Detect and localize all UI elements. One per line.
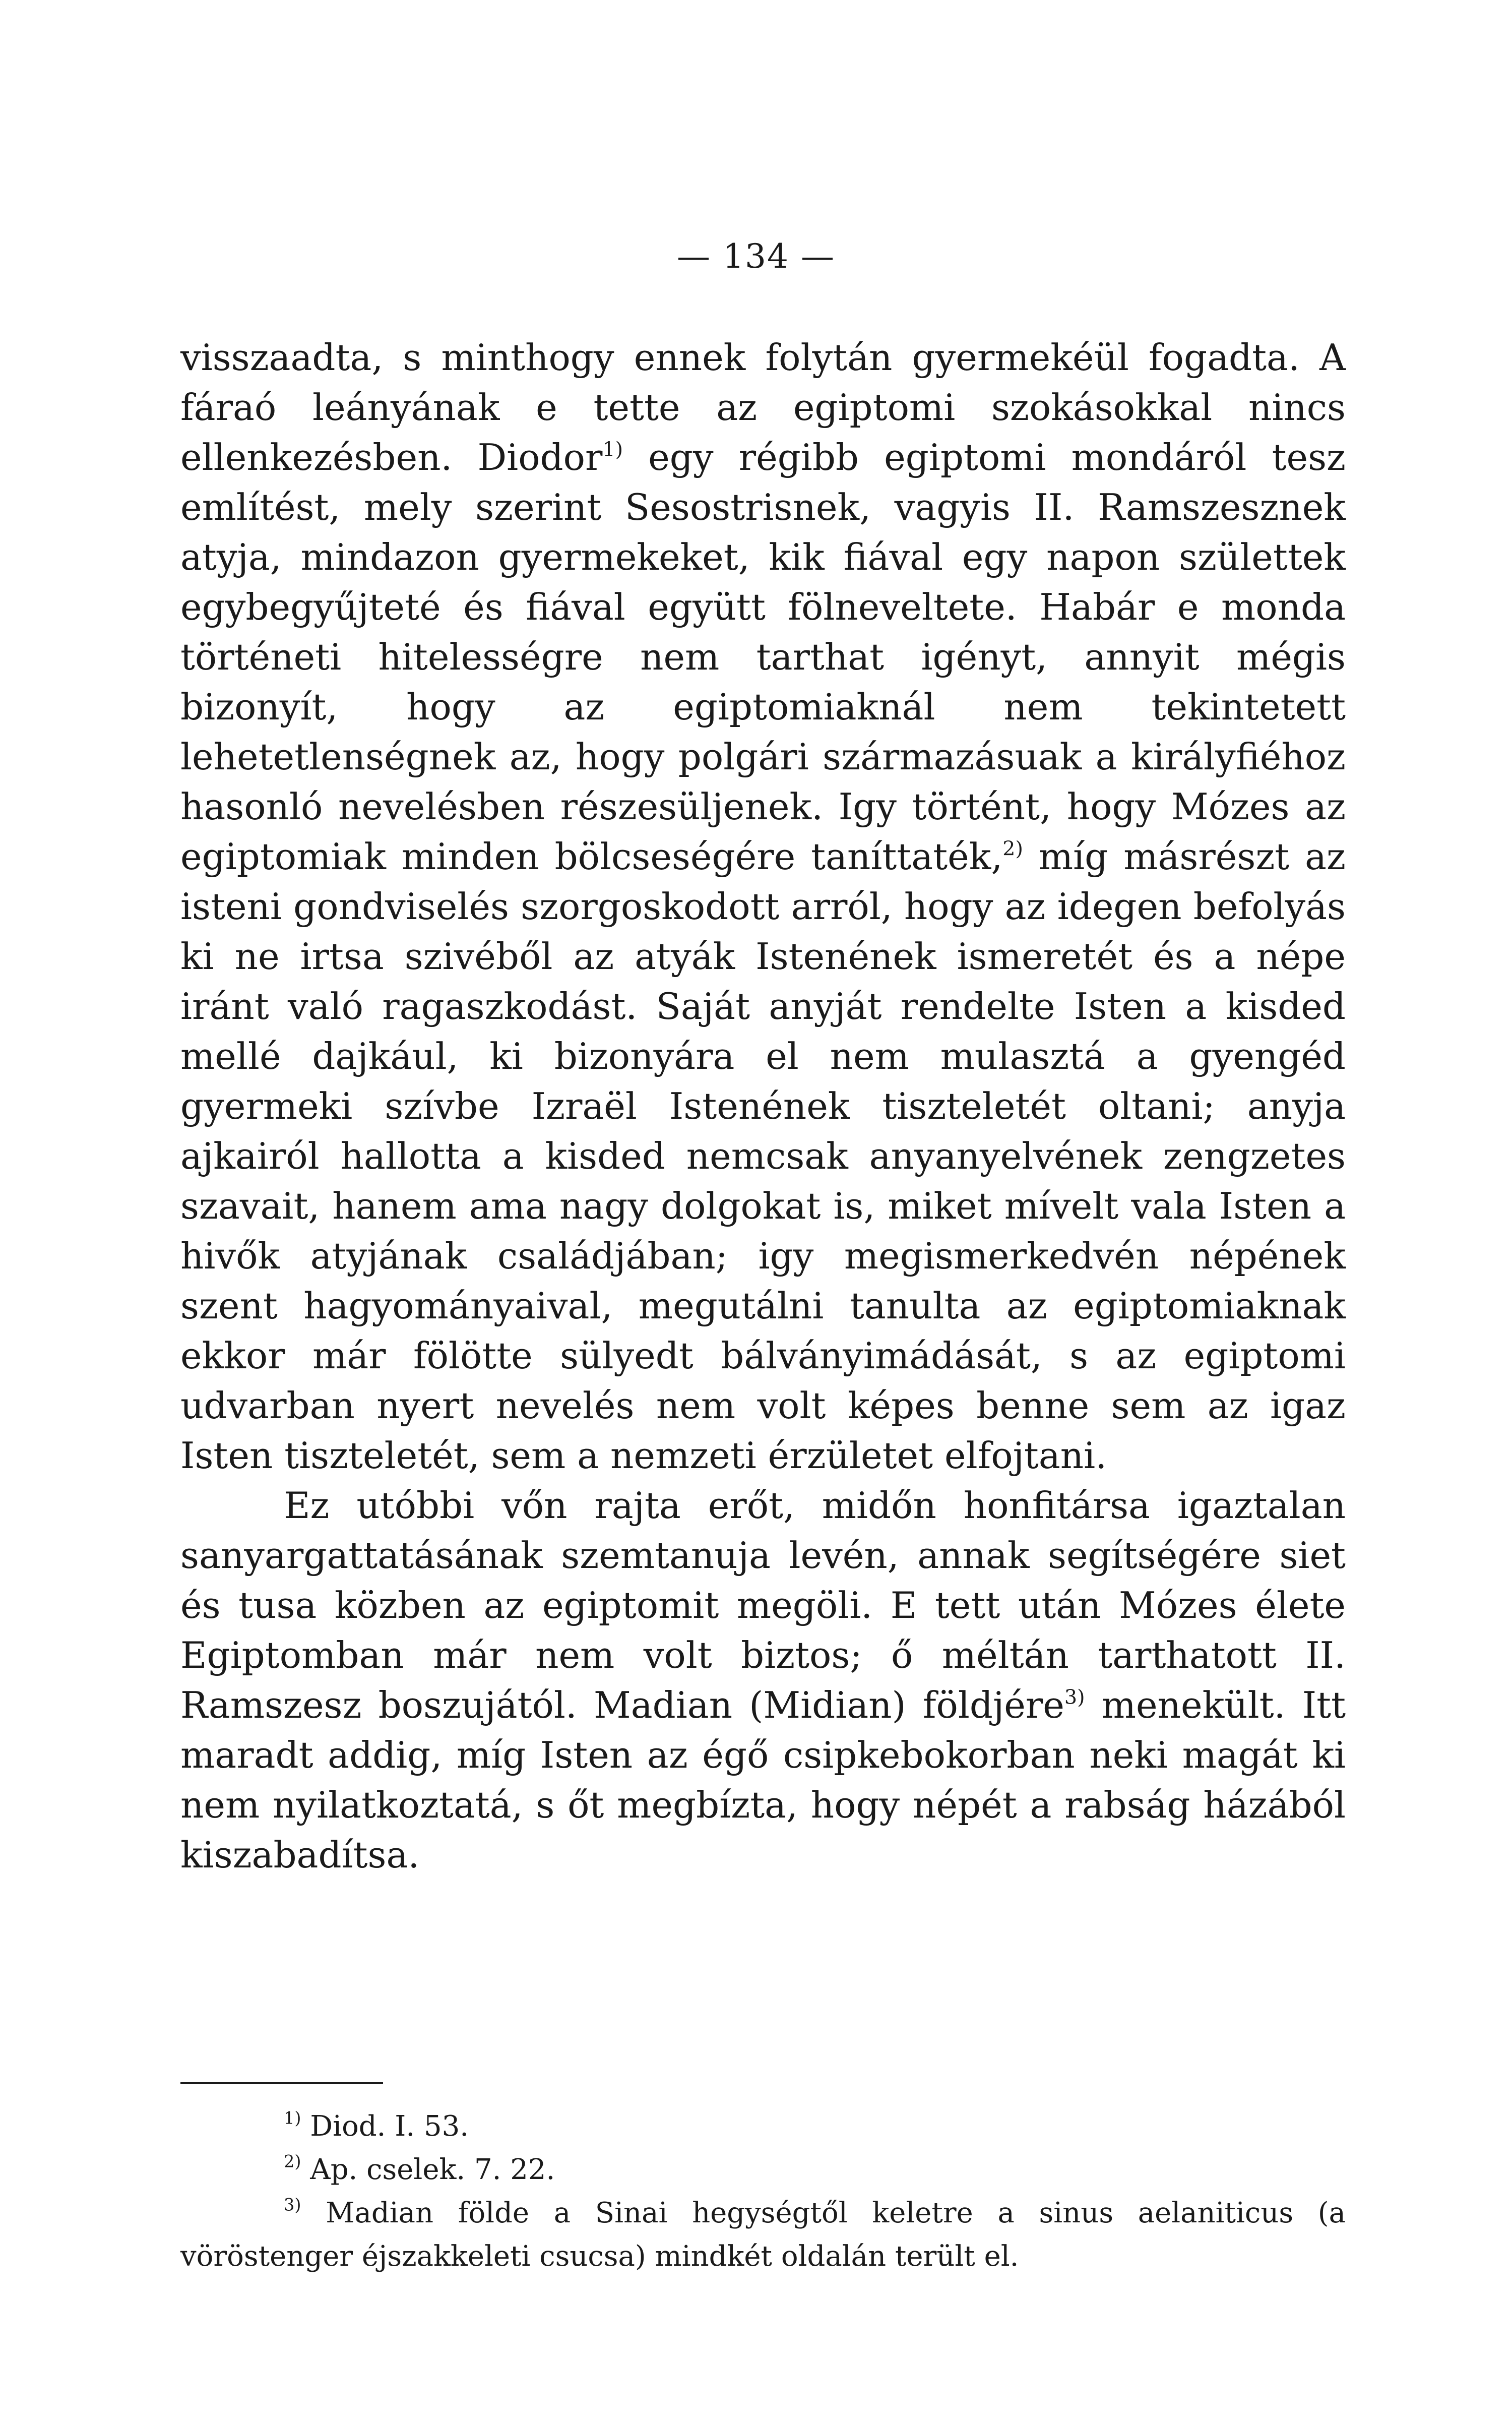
footnote-2: [180, 2148, 1346, 2192]
text-segment: egy régibb egiptomi mondáról tesz említést, mely szerint Sesostrisnek, vagyis II. Ramszesznek atyja, mindazon gyermekeket, kik fiával egy napon születtek egybegyűjteté és fiával együtt fölneveltete. Habár e monda történeti hitelességre nem tarthat igényt, annyit mégis bizonyít, hogy az egiptomiaknál nem tekintetett lehetetlenségnek az, hogy polgári származásuak a királyfiéhoz hasonló nevelésben részesüljenek. Igy történt, hogy Mózes az egiptomiak minden bölcseségére taníttaték,: [180, 436, 1346, 878]
footnote-divider: [180, 2082, 383, 2084]
footnote-3: [180, 2192, 1346, 2278]
text-segment: menekült. Itt maradt addig, míg Isten az égő csipkebokorban neki magát ki nem nyilatkoztatá, s őt megbízta, hogy népét a rabság házából kiszabadítsa.: [180, 1684, 1346, 1876]
text-segment: míg másrészt az isteni gondviselés szorgoskodott arról, hogy az idegen befolyás ki ne irtsa szivéből az atyák Istenének ismeretét és a népe iránt való ragaszkodást. Saját anyját rendelte Isten a kisded mellé dajkául, ki bizonyára el nem mulasztá a gyengéd gyermeki szívbe Izraël Istenének tiszteletét oltani; anyja ajkairól hallotta a kisded nemcsak anyanyelvének zengzetes szavait, hanem ama nagy dolgokat is, miket mívelt vala Isten a hivők atyjának családjában; igy megismerkedvén népének szent hagyományaival, megutálni tanulta az egiptomiaknak ekkor már fölötte sülyedt bálványimádását, s az egiptomi udvarban nyert nevelés nem volt képes benne sem az igaz Isten tiszteletét, sem a nemzeti érzületet elfojtani.: [180, 835, 1346, 1477]
text-segment: Ez utóbbi vőn rajta erőt, midőn honfitársa igaztalan sanyargattatásának szemtanuja levén, annak segítségére siet és tusa közben az egiptomit megöli. E tett után Mózes élete Egiptomban már nem volt biztos; ő méltán tarthatott II. Ramszesz boszujától. Madian (Midian) földjére: [180, 1484, 1346, 1726]
footnote-text: Diod. I. 53.: [301, 2110, 469, 2143]
footnote-ref-3[interactable]: 3): [1064, 1685, 1085, 1709]
footnote-1: [180, 2105, 1346, 2148]
text-segment: visszaadta, s minthogy ennek folytán gyermekéül fogadta. A fáraó leányának e tette az egiptomi szokásokkal nincs ellenkezésben. Diodor: [180, 336, 1346, 478]
page-number: — 134 —: [677, 237, 835, 276]
footnote-mark: 3): [284, 2195, 301, 2215]
paragraph-2: [180, 1481, 1346, 1880]
footnotes: [180, 2105, 1346, 2278]
paragraph-1: [180, 333, 1346, 1481]
main-text: [180, 333, 1346, 1880]
footnote-ref-1[interactable]: 1): [602, 438, 623, 461]
footnote-mark: 1): [284, 2108, 301, 2128]
footnote-ref-2[interactable]: 2): [1002, 837, 1023, 861]
footnote-mark: 2): [284, 2151, 301, 2171]
footnote-text: Ap. cselek. 7. 22.: [301, 2153, 555, 2186]
footnote-text: Madian földe a Sinai hegységtől keletre a sinus aelaniticus (a vöröstenger éjszakkeleti csucsa) mindkét oldalán terült el.: [180, 2197, 1346, 2273]
